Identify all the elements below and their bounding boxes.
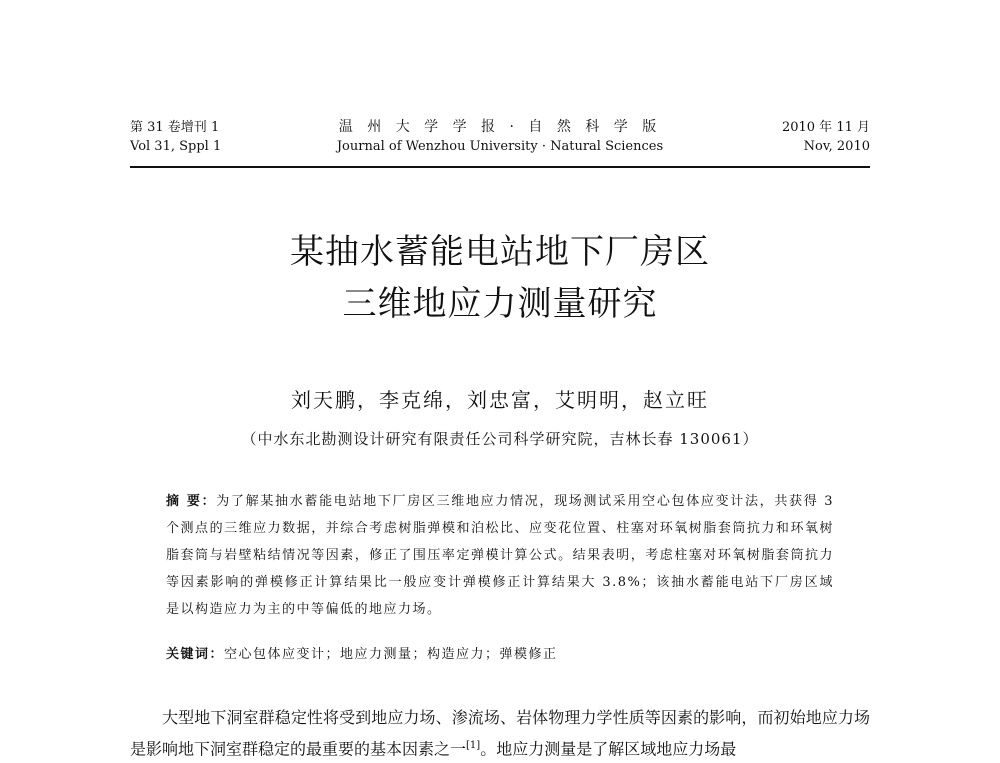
title-line-1: 某抽水蓄能电站地下厂房区 xyxy=(290,232,710,272)
authors: 刘天鹏，李克绵，刘忠富，艾明明，赵立旺 xyxy=(291,388,709,412)
keywords xyxy=(166,643,834,662)
paper-title xyxy=(0,226,1000,330)
volume-cn: 第 31 卷增刊 1 xyxy=(130,120,220,135)
abstract xyxy=(166,488,834,623)
date-en: Nov, 2010 xyxy=(803,139,870,154)
abstract-text: 为了解某抽水蓄能电站地下厂房区三维地应力情况，现场测试采用空心包体应变计法，共获得 3 个测点的三维应力数据，并综合考虑树脂弹模和泊松比、应变花位置、柱塞对环氧树脂套筒抗力和环氧树脂套筒与岩壁粘结情况等因素，修正了围压率定弹模计算公式。结果表明，考虑柱塞对环氧树脂套筒抗力等因素影响的弹模修正计算结果比一般应变计弹模修正计算结果大 3.8%；该抽水蓄能电站下厂房区域是以构造应力为主的中等偏低的地应力场。 xyxy=(166,494,835,617)
journal-name-en: Journal of Wenzhou University · Natural Sciences xyxy=(336,139,664,154)
keywords-label: 关键词： xyxy=(166,647,225,662)
body-paragraph xyxy=(130,704,870,763)
volume-en: Vol 31, Sppl 1 xyxy=(130,139,222,154)
affiliation: （中水东北勘测设计研究有限责任公司科学研究院，吉林长春 130061） xyxy=(241,430,759,448)
issue-date xyxy=(782,118,870,156)
body-text-part-2: 。地应力测量是了解区域地应力场最 xyxy=(480,739,737,759)
reference-marker[interactable]: [1] xyxy=(466,740,481,751)
journal-name xyxy=(130,118,870,156)
journal-header xyxy=(130,118,870,168)
journal-name-cn: 温 州 大 学 学 报 · 自 然 科 学 版 xyxy=(338,119,662,135)
abstract-label: 摘 要： xyxy=(166,494,217,509)
date-cn: 2010 年 11 月 xyxy=(781,120,870,135)
title-line-2: 三维地应力测量研究 xyxy=(342,284,658,324)
body-text-part-1: 大型地下洞室群稳定性将受到地应力场、渗流场、岩体物理力学性质等因素的影响，而初始地应力场是影响地下洞室群稳定的最重要的基本因素之一 xyxy=(130,708,870,759)
keywords-text: 空心包体应变计；地应力测量；构造应力；弹模修正 xyxy=(224,647,558,662)
